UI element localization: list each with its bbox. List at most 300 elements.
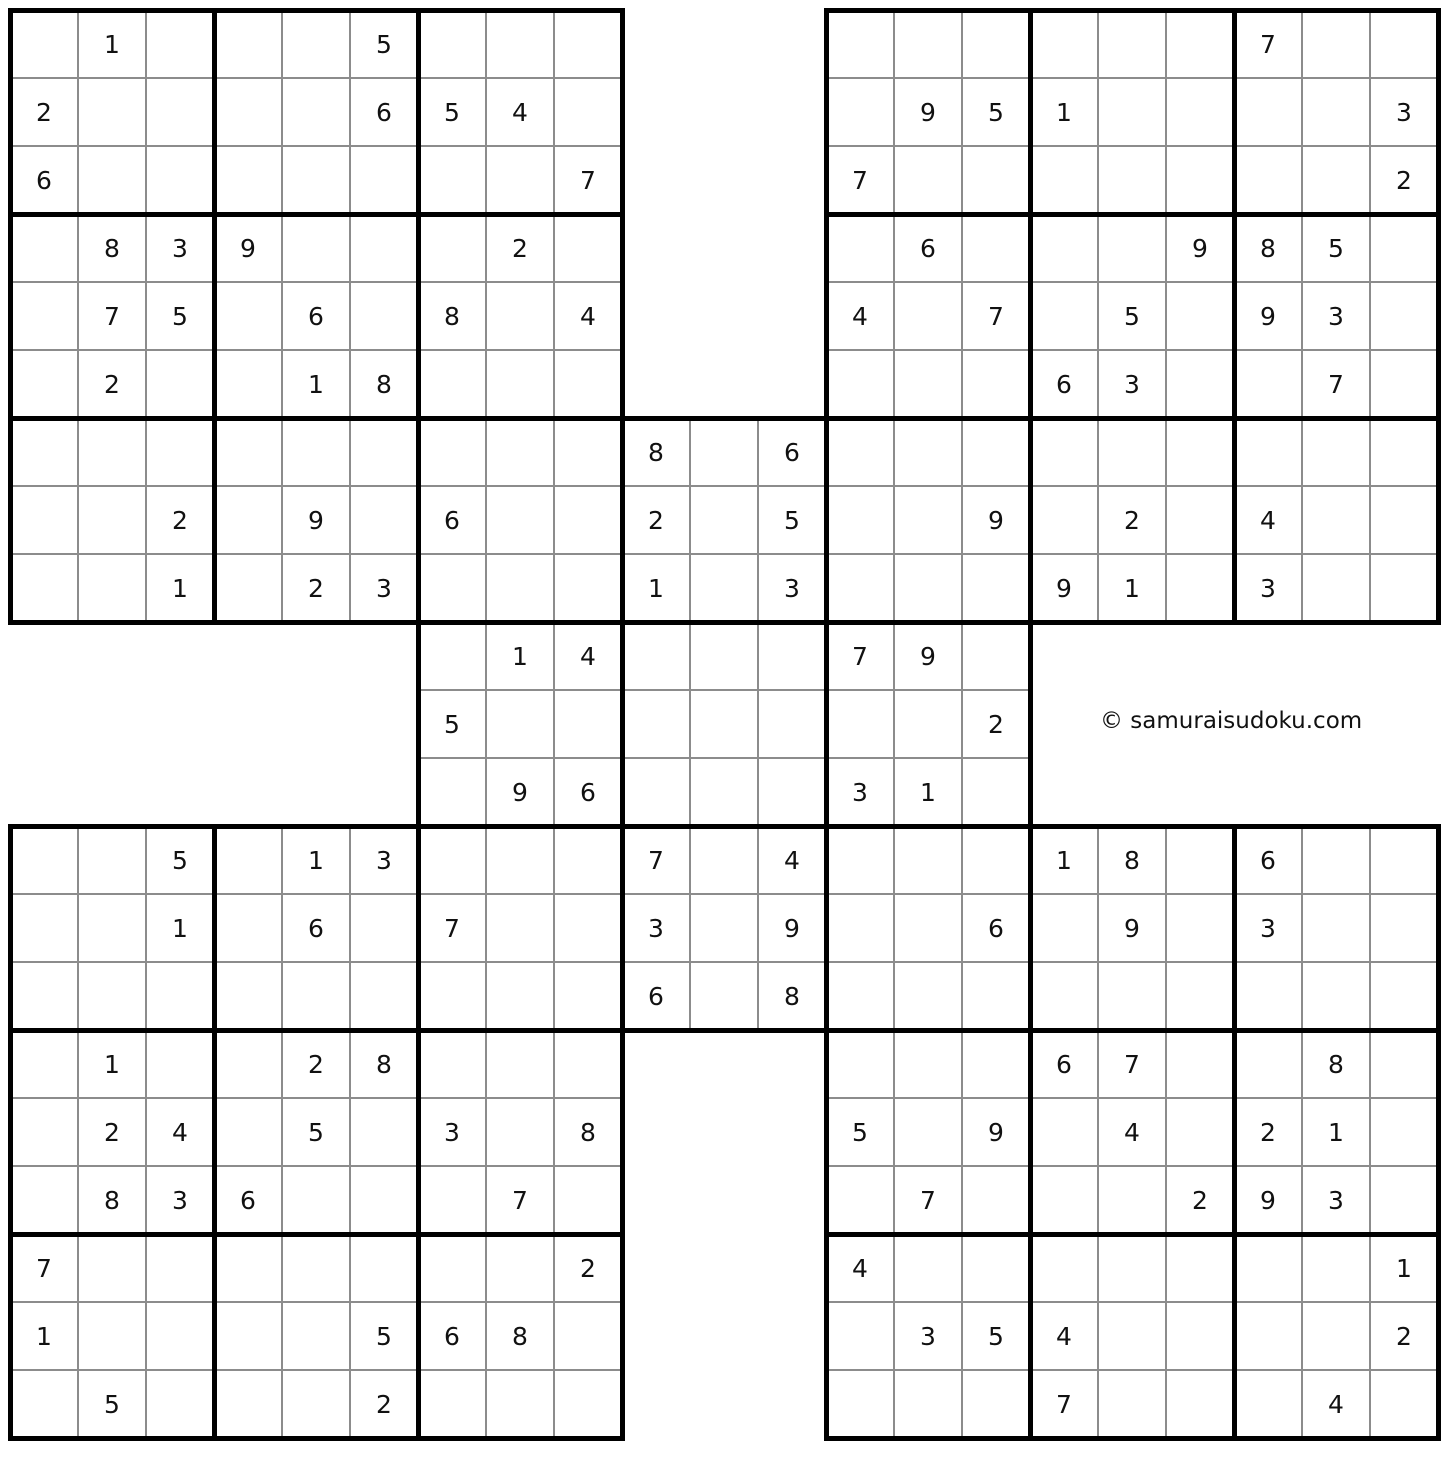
sudoku-cell[interactable]	[553, 553, 623, 623]
sudoku-cell[interactable]	[553, 281, 623, 351]
sudoku-cell[interactable]	[417, 961, 487, 1031]
sudoku-cell[interactable]	[281, 77, 351, 147]
sudoku-cell[interactable]	[9, 281, 79, 351]
sudoku-cell[interactable]	[825, 77, 895, 147]
sudoku-cell[interactable]	[417, 9, 487, 79]
sudoku-cell[interactable]	[349, 961, 419, 1031]
sudoku-cell[interactable]	[689, 485, 759, 555]
sudoku-cell[interactable]	[9, 9, 79, 79]
sudoku-cell[interactable]	[1097, 281, 1167, 351]
sudoku-cell[interactable]	[689, 417, 759, 487]
sudoku-cell[interactable]	[9, 145, 79, 215]
sudoku-cell[interactable]	[553, 1029, 623, 1099]
sudoku-cell[interactable]	[417, 689, 487, 759]
sudoku-cell[interactable]	[281, 145, 351, 215]
sudoku-cell[interactable]	[9, 1097, 79, 1167]
sudoku-cell[interactable]	[349, 1301, 419, 1371]
sudoku-cell[interactable]	[1233, 1029, 1303, 1099]
sudoku-cell[interactable]	[349, 1233, 419, 1303]
sudoku-cell[interactable]	[349, 893, 419, 963]
sudoku-cell[interactable]	[1097, 417, 1167, 487]
sudoku-cell[interactable]	[417, 1233, 487, 1303]
sudoku-cell[interactable]	[213, 213, 283, 283]
sudoku-cell[interactable]	[77, 145, 147, 215]
sudoku-cell[interactable]	[1233, 893, 1303, 963]
sudoku-cell[interactable]	[1097, 77, 1167, 147]
sudoku-cell[interactable]	[77, 349, 147, 419]
sudoku-cell[interactable]	[9, 553, 79, 623]
sudoku-cell[interactable]	[757, 757, 827, 827]
sudoku-cell[interactable]	[893, 281, 963, 351]
sudoku-cell[interactable]	[77, 961, 147, 1031]
sudoku-cell[interactable]	[553, 349, 623, 419]
sudoku-cell[interactable]	[77, 1097, 147, 1167]
sudoku-cell[interactable]	[893, 485, 963, 555]
sudoku-cell[interactable]	[1301, 1233, 1371, 1303]
sudoku-cell[interactable]	[417, 893, 487, 963]
sudoku-cell[interactable]	[893, 1029, 963, 1099]
sudoku-cell[interactable]	[281, 553, 351, 623]
sudoku-cell[interactable]	[1233, 553, 1303, 623]
sudoku-cell[interactable]	[825, 1029, 895, 1099]
sudoku-cell[interactable]	[145, 893, 215, 963]
sudoku-cell[interactable]	[1301, 77, 1371, 147]
sudoku-cell[interactable]	[485, 145, 555, 215]
sudoku-cell[interactable]	[213, 1301, 283, 1371]
sudoku-cell[interactable]	[1233, 1097, 1303, 1167]
sudoku-cell[interactable]	[961, 485, 1031, 555]
sudoku-cell[interactable]	[553, 825, 623, 895]
sudoku-cell[interactable]	[621, 621, 691, 691]
sudoku-cell[interactable]	[1165, 825, 1235, 895]
sudoku-cell[interactable]	[145, 9, 215, 79]
sudoku-cell[interactable]	[1097, 1233, 1167, 1303]
sudoku-cell[interactable]	[213, 1233, 283, 1303]
sudoku-cell[interactable]	[893, 1233, 963, 1303]
sudoku-cell[interactable]	[553, 689, 623, 759]
sudoku-cell[interactable]	[1233, 825, 1303, 895]
sudoku-cell[interactable]	[1097, 145, 1167, 215]
sudoku-cell[interactable]	[1301, 1029, 1371, 1099]
sudoku-cell[interactable]	[145, 825, 215, 895]
sudoku-cell[interactable]	[893, 349, 963, 419]
sudoku-cell[interactable]	[893, 1369, 963, 1439]
sudoku-cell[interactable]	[961, 621, 1031, 691]
sudoku-cell[interactable]	[281, 1369, 351, 1439]
sudoku-cell[interactable]	[349, 1369, 419, 1439]
sudoku-cell[interactable]	[825, 349, 895, 419]
sudoku-cell[interactable]	[1029, 553, 1099, 623]
sudoku-cell[interactable]	[961, 1165, 1031, 1235]
sudoku-cell[interactable]	[1029, 1097, 1099, 1167]
sudoku-cell[interactable]	[349, 77, 419, 147]
sudoku-cell[interactable]	[417, 1369, 487, 1439]
sudoku-cell[interactable]	[1165, 1233, 1235, 1303]
sudoku-cell[interactable]	[825, 281, 895, 351]
sudoku-cell[interactable]	[825, 213, 895, 283]
sudoku-cell[interactable]	[77, 1165, 147, 1235]
sudoku-cell[interactable]	[281, 1097, 351, 1167]
sudoku-cell[interactable]	[825, 553, 895, 623]
sudoku-cell[interactable]	[1233, 485, 1303, 555]
sudoku-cell[interactable]	[1369, 1369, 1439, 1439]
sudoku-cell[interactable]	[961, 893, 1031, 963]
sudoku-cell[interactable]	[281, 1301, 351, 1371]
sudoku-cell[interactable]	[145, 1029, 215, 1099]
sudoku-cell[interactable]	[1165, 1301, 1235, 1371]
sudoku-cell[interactable]	[1165, 1097, 1235, 1167]
sudoku-cell[interactable]	[77, 213, 147, 283]
sudoku-cell[interactable]	[1301, 485, 1371, 555]
sudoku-cell[interactable]	[485, 417, 555, 487]
sudoku-cell[interactable]	[1301, 145, 1371, 215]
sudoku-cell[interactable]	[1029, 417, 1099, 487]
sudoku-cell[interactable]	[1029, 349, 1099, 419]
sudoku-cell[interactable]	[553, 145, 623, 215]
sudoku-cell[interactable]	[145, 281, 215, 351]
sudoku-cell[interactable]	[893, 757, 963, 827]
sudoku-cell[interactable]	[1233, 417, 1303, 487]
sudoku-cell[interactable]	[1165, 417, 1235, 487]
sudoku-cell[interactable]	[825, 893, 895, 963]
sudoku-cell[interactable]	[1097, 9, 1167, 79]
sudoku-cell[interactable]	[281, 1029, 351, 1099]
sudoku-cell[interactable]	[1301, 961, 1371, 1031]
sudoku-cell[interactable]	[1165, 1029, 1235, 1099]
sudoku-cell[interactable]	[485, 1097, 555, 1167]
sudoku-cell[interactable]	[757, 621, 827, 691]
sudoku-cell[interactable]	[1097, 349, 1167, 419]
sudoku-cell[interactable]	[1301, 213, 1371, 283]
sudoku-cell[interactable]	[281, 281, 351, 351]
sudoku-cell[interactable]	[1165, 893, 1235, 963]
sudoku-cell[interactable]	[757, 689, 827, 759]
sudoku-cell[interactable]	[77, 893, 147, 963]
sudoku-cell[interactable]	[145, 1165, 215, 1235]
sudoku-cell[interactable]	[553, 757, 623, 827]
sudoku-cell[interactable]	[893, 553, 963, 623]
sudoku-cell[interactable]	[349, 1165, 419, 1235]
sudoku-cell[interactable]	[825, 961, 895, 1031]
sudoku-cell[interactable]	[1233, 1165, 1303, 1235]
sudoku-cell[interactable]	[1369, 349, 1439, 419]
sudoku-cell[interactable]	[485, 961, 555, 1031]
sudoku-cell[interactable]	[77, 417, 147, 487]
sudoku-cell[interactable]	[213, 553, 283, 623]
sudoku-cell[interactable]	[281, 417, 351, 487]
sudoku-cell[interactable]	[1233, 961, 1303, 1031]
sudoku-cell[interactable]	[1165, 77, 1235, 147]
sudoku-cell[interactable]	[9, 1165, 79, 1235]
sudoku-cell[interactable]	[757, 553, 827, 623]
sudoku-cell[interactable]	[281, 485, 351, 555]
sudoku-cell[interactable]	[77, 485, 147, 555]
sudoku-cell[interactable]	[689, 893, 759, 963]
sudoku-cell[interactable]	[417, 1301, 487, 1371]
sudoku-cell[interactable]	[417, 213, 487, 283]
sudoku-cell[interactable]	[961, 9, 1031, 79]
sudoku-cell[interactable]	[349, 1029, 419, 1099]
sudoku-cell[interactable]	[893, 689, 963, 759]
sudoku-cell[interactable]	[1165, 961, 1235, 1031]
sudoku-cell[interactable]	[1233, 1301, 1303, 1371]
sudoku-cell[interactable]	[145, 553, 215, 623]
sudoku-cell[interactable]	[893, 1097, 963, 1167]
sudoku-cell[interactable]	[1165, 553, 1235, 623]
sudoku-cell[interactable]	[961, 961, 1031, 1031]
sudoku-cell[interactable]	[1097, 213, 1167, 283]
sudoku-cell[interactable]	[1301, 1369, 1371, 1439]
sudoku-cell[interactable]	[1301, 1097, 1371, 1167]
sudoku-cell[interactable]	[145, 417, 215, 487]
sudoku-cell[interactable]	[213, 961, 283, 1031]
sudoku-cell[interactable]	[213, 417, 283, 487]
sudoku-cell[interactable]	[281, 349, 351, 419]
sudoku-cell[interactable]	[825, 1301, 895, 1371]
sudoku-cell[interactable]	[961, 1369, 1031, 1439]
sudoku-cell[interactable]	[1369, 485, 1439, 555]
sudoku-cell[interactable]	[553, 893, 623, 963]
sudoku-cell[interactable]	[961, 213, 1031, 283]
sudoku-cell[interactable]	[213, 145, 283, 215]
sudoku-cell[interactable]	[961, 349, 1031, 419]
sudoku-cell[interactable]	[417, 1097, 487, 1167]
sudoku-cell[interactable]	[9, 485, 79, 555]
sudoku-cell[interactable]	[1029, 893, 1099, 963]
sudoku-cell[interactable]	[281, 1233, 351, 1303]
sudoku-cell[interactable]	[961, 1301, 1031, 1371]
sudoku-cell[interactable]	[689, 825, 759, 895]
sudoku-cell[interactable]	[825, 757, 895, 827]
sudoku-cell[interactable]	[485, 9, 555, 79]
sudoku-cell[interactable]	[1165, 485, 1235, 555]
sudoku-cell[interactable]	[349, 281, 419, 351]
sudoku-cell[interactable]	[621, 757, 691, 827]
sudoku-cell[interactable]	[621, 417, 691, 487]
sudoku-cell[interactable]	[213, 1369, 283, 1439]
sudoku-cell[interactable]	[1369, 553, 1439, 623]
sudoku-cell[interactable]	[1029, 1029, 1099, 1099]
sudoku-cell[interactable]	[213, 1097, 283, 1167]
sudoku-cell[interactable]	[961, 1029, 1031, 1099]
sudoku-cell[interactable]	[9, 213, 79, 283]
sudoku-cell[interactable]	[553, 9, 623, 79]
sudoku-cell[interactable]	[961, 281, 1031, 351]
sudoku-cell[interactable]	[145, 1097, 215, 1167]
sudoku-cell[interactable]	[213, 1029, 283, 1099]
sudoku-cell[interactable]	[621, 553, 691, 623]
sudoku-cell[interactable]	[77, 281, 147, 351]
sudoku-cell[interactable]	[9, 1369, 79, 1439]
sudoku-cell[interactable]	[145, 349, 215, 419]
sudoku-cell[interactable]	[9, 1029, 79, 1099]
sudoku-cell[interactable]	[621, 485, 691, 555]
sudoku-cell[interactable]	[1097, 1029, 1167, 1099]
sudoku-cell[interactable]	[417, 77, 487, 147]
sudoku-cell[interactable]	[1233, 9, 1303, 79]
sudoku-cell[interactable]	[757, 825, 827, 895]
sudoku-cell[interactable]	[417, 757, 487, 827]
sudoku-cell[interactable]	[349, 9, 419, 79]
sudoku-cell[interactable]	[77, 77, 147, 147]
sudoku-cell[interactable]	[1029, 961, 1099, 1031]
sudoku-cell[interactable]	[417, 349, 487, 419]
sudoku-cell[interactable]	[213, 485, 283, 555]
sudoku-cell[interactable]	[281, 961, 351, 1031]
sudoku-cell[interactable]	[825, 621, 895, 691]
sudoku-cell[interactable]	[1369, 281, 1439, 351]
sudoku-cell[interactable]	[349, 349, 419, 419]
sudoku-cell[interactable]	[553, 213, 623, 283]
sudoku-cell[interactable]	[145, 77, 215, 147]
sudoku-cell[interactable]	[825, 9, 895, 79]
sudoku-cell[interactable]	[1233, 1233, 1303, 1303]
sudoku-cell[interactable]	[621, 689, 691, 759]
sudoku-cell[interactable]	[485, 689, 555, 759]
sudoku-cell[interactable]	[553, 1165, 623, 1235]
sudoku-cell[interactable]	[825, 1233, 895, 1303]
sudoku-cell[interactable]	[417, 485, 487, 555]
sudoku-cell[interactable]	[961, 689, 1031, 759]
sudoku-cell[interactable]	[1301, 281, 1371, 351]
sudoku-cell[interactable]	[1029, 213, 1099, 283]
sudoku-cell[interactable]	[1369, 1029, 1439, 1099]
sudoku-cell[interactable]	[1369, 1233, 1439, 1303]
sudoku-cell[interactable]	[893, 9, 963, 79]
sudoku-cell[interactable]	[9, 825, 79, 895]
sudoku-cell[interactable]	[1301, 825, 1371, 895]
sudoku-cell[interactable]	[893, 1301, 963, 1371]
sudoku-cell[interactable]	[893, 417, 963, 487]
sudoku-cell[interactable]	[1233, 349, 1303, 419]
sudoku-cell[interactable]	[485, 1165, 555, 1235]
sudoku-cell[interactable]	[349, 485, 419, 555]
sudoku-cell[interactable]	[553, 1369, 623, 1439]
sudoku-cell[interactable]	[893, 145, 963, 215]
sudoku-cell[interactable]	[417, 621, 487, 691]
sudoku-cell[interactable]	[77, 1369, 147, 1439]
sudoku-cell[interactable]	[485, 1233, 555, 1303]
sudoku-cell[interactable]	[825, 1165, 895, 1235]
sudoku-cell[interactable]	[1029, 145, 1099, 215]
sudoku-cell[interactable]	[961, 417, 1031, 487]
sudoku-cell[interactable]	[417, 825, 487, 895]
sudoku-cell[interactable]	[485, 1301, 555, 1371]
sudoku-cell[interactable]	[1097, 1165, 1167, 1235]
sudoku-cell[interactable]	[1029, 825, 1099, 895]
sudoku-cell[interactable]	[77, 1233, 147, 1303]
sudoku-cell[interactable]	[757, 893, 827, 963]
sudoku-cell[interactable]	[1029, 1233, 1099, 1303]
sudoku-cell[interactable]	[349, 145, 419, 215]
sudoku-cell[interactable]	[1029, 1165, 1099, 1235]
sudoku-cell[interactable]	[349, 417, 419, 487]
sudoku-cell[interactable]	[1301, 417, 1371, 487]
sudoku-cell[interactable]	[417, 553, 487, 623]
sudoku-cell[interactable]	[1165, 1165, 1235, 1235]
sudoku-cell[interactable]	[485, 281, 555, 351]
sudoku-cell[interactable]	[1029, 77, 1099, 147]
sudoku-cell[interactable]	[1097, 1097, 1167, 1167]
sudoku-cell[interactable]	[9, 1233, 79, 1303]
sudoku-cell[interactable]	[1097, 485, 1167, 555]
sudoku-cell[interactable]	[281, 9, 351, 79]
sudoku-cell[interactable]	[349, 825, 419, 895]
sudoku-cell[interactable]	[145, 485, 215, 555]
sudoku-cell[interactable]	[825, 145, 895, 215]
sudoku-cell[interactable]	[553, 1301, 623, 1371]
sudoku-cell[interactable]	[1301, 9, 1371, 79]
sudoku-cell[interactable]	[553, 485, 623, 555]
sudoku-cell[interactable]	[145, 1301, 215, 1371]
sudoku-cell[interactable]	[689, 689, 759, 759]
sudoku-cell[interactable]	[213, 349, 283, 419]
sudoku-cell[interactable]	[1097, 961, 1167, 1031]
sudoku-cell[interactable]	[145, 1369, 215, 1439]
sudoku-cell[interactable]	[825, 417, 895, 487]
sudoku-cell[interactable]	[1301, 1301, 1371, 1371]
sudoku-cell[interactable]	[1097, 825, 1167, 895]
sudoku-cell[interactable]	[689, 757, 759, 827]
sudoku-cell[interactable]	[1233, 1369, 1303, 1439]
sudoku-cell[interactable]	[417, 145, 487, 215]
sudoku-cell[interactable]	[1369, 893, 1439, 963]
sudoku-cell[interactable]	[485, 485, 555, 555]
sudoku-cell[interactable]	[1369, 1165, 1439, 1235]
sudoku-cell[interactable]	[1165, 1369, 1235, 1439]
sudoku-cell[interactable]	[1029, 1369, 1099, 1439]
sudoku-cell[interactable]	[621, 961, 691, 1031]
sudoku-cell[interactable]	[1369, 213, 1439, 283]
sudoku-cell[interactable]	[485, 213, 555, 283]
sudoku-cell[interactable]	[1233, 77, 1303, 147]
sudoku-cell[interactable]	[1301, 349, 1371, 419]
sudoku-cell[interactable]	[961, 1233, 1031, 1303]
sudoku-cell[interactable]	[417, 417, 487, 487]
sudoku-cell[interactable]	[825, 689, 895, 759]
sudoku-cell[interactable]	[1165, 349, 1235, 419]
sudoku-cell[interactable]	[281, 1165, 351, 1235]
sudoku-cell[interactable]	[485, 349, 555, 419]
sudoku-cell[interactable]	[553, 77, 623, 147]
sudoku-cell[interactable]	[417, 281, 487, 351]
sudoku-cell[interactable]	[893, 77, 963, 147]
sudoku-cell[interactable]	[145, 213, 215, 283]
sudoku-cell[interactable]	[485, 77, 555, 147]
sudoku-cell[interactable]	[1165, 9, 1235, 79]
sudoku-cell[interactable]	[825, 1097, 895, 1167]
sudoku-cell[interactable]	[893, 1165, 963, 1235]
sudoku-cell[interactable]	[1233, 281, 1303, 351]
sudoku-cell[interactable]	[1097, 1301, 1167, 1371]
sudoku-cell[interactable]	[1165, 213, 1235, 283]
sudoku-cell[interactable]	[825, 825, 895, 895]
sudoku-cell[interactable]	[1369, 1301, 1439, 1371]
sudoku-cell[interactable]	[145, 145, 215, 215]
sudoku-cell[interactable]	[893, 825, 963, 895]
sudoku-cell[interactable]	[349, 213, 419, 283]
sudoku-cell[interactable]	[1369, 77, 1439, 147]
sudoku-cell[interactable]	[77, 9, 147, 79]
sudoku-cell[interactable]	[553, 961, 623, 1031]
sudoku-cell[interactable]	[77, 825, 147, 895]
sudoku-cell[interactable]	[213, 1165, 283, 1235]
sudoku-cell[interactable]	[9, 77, 79, 147]
sudoku-cell[interactable]	[621, 825, 691, 895]
sudoku-cell[interactable]	[281, 893, 351, 963]
sudoku-cell[interactable]	[213, 77, 283, 147]
sudoku-cell[interactable]	[689, 621, 759, 691]
